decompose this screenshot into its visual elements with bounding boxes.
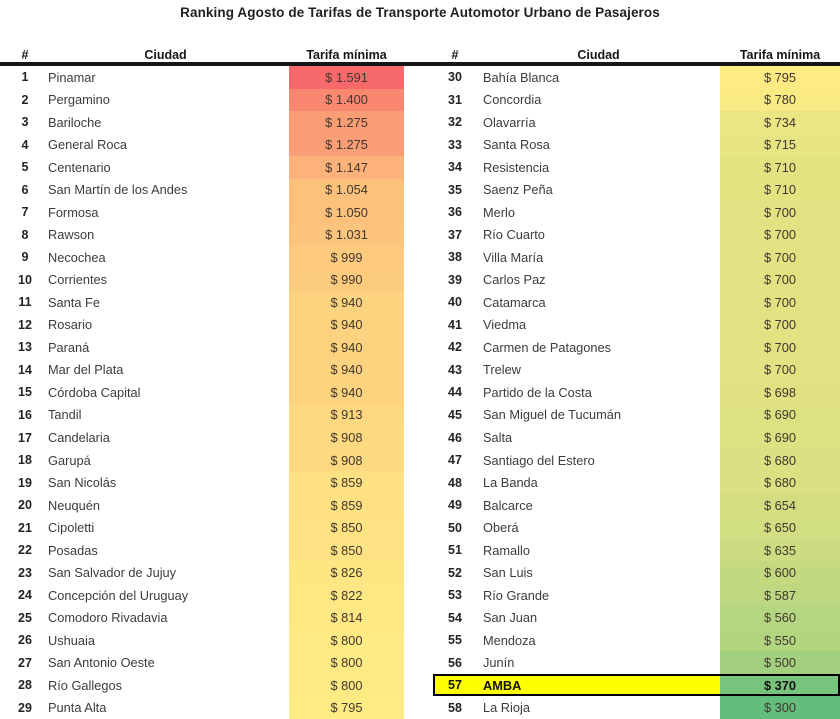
tariff-cell: $ 700 <box>720 359 840 382</box>
city-cell: La Rioja <box>483 700 530 716</box>
city-cell: Necochea <box>48 249 106 265</box>
rank-cell: 6 <box>21 182 29 197</box>
column-header-tariff: Tarifa mínima <box>306 48 387 62</box>
city-cell: Rawson <box>48 227 95 243</box>
table-row <box>433 314 840 337</box>
table-row <box>433 359 840 382</box>
table-row <box>433 156 840 179</box>
table-row <box>433 449 840 472</box>
table-row <box>433 224 840 247</box>
city-cell: Neuquén <box>48 497 100 513</box>
tariff-cell: $ 700 <box>720 314 840 337</box>
city-cell: Junín <box>483 655 515 671</box>
rank-cell: 31 <box>448 92 462 107</box>
table-row <box>433 494 840 517</box>
tariff-cell: $ 1.050 <box>289 201 404 224</box>
table-header-row <box>433 44 840 66</box>
table-row <box>8 404 404 427</box>
tariff-cell: $ 698 <box>720 381 840 404</box>
rank-cell: 50 <box>448 520 462 535</box>
table-row <box>433 561 840 584</box>
city-cell: Ushuaia <box>48 632 95 648</box>
table-row <box>433 291 840 314</box>
tariff-cell: $ 1.275 <box>289 111 404 134</box>
rank-cell: 53 <box>448 588 462 603</box>
rank-cell: 10 <box>18 272 32 287</box>
table-row <box>8 359 404 382</box>
rank-cell: 48 <box>448 475 462 490</box>
table-row <box>8 336 404 359</box>
rank-cell: 11 <box>18 295 32 310</box>
rank-cell: 30 <box>448 70 462 85</box>
city-cell: Saenz Peña <box>483 182 553 198</box>
tariff-cell: $ 700 <box>720 336 840 359</box>
city-cell: Centenario <box>48 159 111 175</box>
rank-cell: 12 <box>18 317 32 332</box>
table-body-right <box>433 66 840 719</box>
rank-cell: 52 <box>448 565 462 580</box>
city-cell: Villa María <box>483 249 544 265</box>
rank-cell: 28 <box>18 678 32 693</box>
tariff-cell: $ 800 <box>289 629 404 652</box>
city-cell: Comodoro Rivadavia <box>48 610 168 626</box>
city-cell: Carlos Paz <box>483 272 546 288</box>
table-row <box>8 134 404 157</box>
ranking-table-right <box>433 44 840 719</box>
rank-cell: 2 <box>21 92 29 107</box>
city-cell: San Miguel de Tucumán <box>483 407 622 423</box>
rank-cell: 35 <box>448 182 462 197</box>
rank-cell: 17 <box>18 430 32 445</box>
tariff-cell: $ 822 <box>289 584 404 607</box>
city-cell: Oberá <box>483 520 519 536</box>
tariff-cell: $ 500 <box>720 651 840 674</box>
rank-cell: 34 <box>448 160 462 175</box>
table-row <box>433 89 840 112</box>
table-row <box>8 584 404 607</box>
rank-cell: 7 <box>21 205 29 220</box>
tariff-cell: $ 800 <box>289 674 404 697</box>
tariff-cell: $ 710 <box>720 156 840 179</box>
table-row <box>8 291 404 314</box>
table-row <box>433 201 840 224</box>
tariff-cell: $ 700 <box>720 201 840 224</box>
rank-cell: 36 <box>448 205 462 220</box>
city-cell: San Martín de los Andes <box>48 182 188 198</box>
table-row <box>433 606 840 629</box>
rank-cell: 58 <box>448 700 462 715</box>
tariff-cell: $ 859 <box>289 471 404 494</box>
tariff-cell: $ 814 <box>289 606 404 629</box>
rank-cell: 5 <box>21 160 29 175</box>
city-cell: Cipoletti <box>48 520 95 536</box>
rank-cell: 32 <box>448 115 462 130</box>
rank-cell: 4 <box>21 137 29 152</box>
city-cell: Trelew <box>483 362 521 378</box>
rank-cell: 45 <box>448 407 462 422</box>
tariff-cell: $ 654 <box>720 494 840 517</box>
tariff-cell: $ 710 <box>720 179 840 202</box>
tariff-cell: $ 780 <box>720 89 840 112</box>
city-cell: Mar del Plata <box>48 362 124 378</box>
table-row <box>8 89 404 112</box>
city-cell: Ramallo <box>483 542 530 558</box>
city-cell: Pergamino <box>48 92 110 108</box>
tariff-cell: $ 700 <box>720 224 840 247</box>
table-row <box>8 696 404 719</box>
column-header-tariff: Tarifa mínima <box>739 48 821 62</box>
city-cell: San Luis <box>483 565 533 581</box>
rank-cell: 46 <box>448 430 462 445</box>
rank-cell: 56 <box>448 655 462 670</box>
page-title: Ranking Agosto de Tarifas de Transporte Automotor Urbano de Pasajeros <box>180 5 660 20</box>
table-row <box>8 111 404 134</box>
tariff-cell: $ 940 <box>289 336 404 359</box>
rank-cell: 33 <box>448 137 462 152</box>
table-header-row <box>8 44 404 66</box>
tariff-cell: $ 990 <box>289 269 404 292</box>
city-cell: Carmen de Patagones <box>483 339 612 355</box>
tariff-cell: $ 650 <box>720 516 840 539</box>
table-row <box>8 516 404 539</box>
rank-cell: 41 <box>448 317 462 332</box>
city-cell: AMBA <box>477 674 720 697</box>
column-header-rank: # <box>21 48 29 62</box>
table-row <box>433 516 840 539</box>
table-row <box>433 426 840 449</box>
table-row <box>8 179 404 202</box>
rank-cell: 16 <box>18 407 32 422</box>
tariff-cell: $ 800 <box>289 651 404 674</box>
city-cell: Corrientes <box>48 272 108 288</box>
city-cell: Viedma <box>483 317 527 333</box>
table-row <box>8 201 404 224</box>
city-cell: Olavarría <box>483 114 536 130</box>
rank-cell: 13 <box>18 340 32 355</box>
table-row <box>8 494 404 517</box>
city-cell: Candelaria <box>48 430 110 445</box>
table-row <box>433 651 840 674</box>
rank-cell: 44 <box>448 385 462 400</box>
tariff-cell: $ 940 <box>289 291 404 314</box>
rank-cell: 3 <box>21 115 29 130</box>
rank-cell: 21 <box>18 520 32 535</box>
table-row <box>8 674 404 697</box>
city-cell: Formosa <box>48 204 99 220</box>
table-row <box>8 471 404 494</box>
tariff-cell: $ 680 <box>720 449 840 472</box>
rank-cell: 49 <box>448 498 462 513</box>
table-body-left <box>8 66 404 719</box>
city-cell: Resistencia <box>483 159 550 175</box>
city-cell: Posadas <box>48 542 98 558</box>
table-row <box>8 381 404 404</box>
city-cell: Río Cuarto <box>483 227 545 243</box>
tariff-cell: $ 908 <box>289 426 404 449</box>
rank-cell: 24 <box>18 588 32 603</box>
rank-cell: 1 <box>21 70 29 85</box>
table-row <box>8 224 404 247</box>
city-cell: Concepción del Uruguay <box>48 587 189 603</box>
table-row <box>433 336 840 359</box>
rank-cell: 51 <box>448 543 462 558</box>
table-row <box>8 561 404 584</box>
city-cell: Catamarca <box>483 294 546 310</box>
table-row <box>8 629 404 652</box>
rank-cell: 25 <box>18 610 32 625</box>
rank-cell: 19 <box>18 475 32 490</box>
tariff-cell: $ 1.591 <box>289 66 404 89</box>
table-row <box>433 471 840 494</box>
table-row <box>433 404 840 427</box>
rank-cell: 47 <box>448 453 462 468</box>
rank-cell: 26 <box>18 633 32 648</box>
table-row <box>8 651 404 674</box>
city-cell: General Roca <box>48 137 127 153</box>
city-cell: Santa Rosa <box>483 137 550 153</box>
table-row <box>433 584 840 607</box>
city-cell: San Nicolás <box>48 475 117 491</box>
tariff-cell: $ 940 <box>289 314 404 337</box>
city-cell: Bahía Blanca <box>483 69 560 85</box>
column-header-city: Ciudad <box>577 48 620 62</box>
table-row <box>8 269 404 292</box>
table-row <box>8 314 404 337</box>
column-header-rank: # <box>451 48 459 62</box>
city-cell: Concordia <box>483 92 542 108</box>
rank-cell: 57 <box>433 674 477 697</box>
rank-cell: 29 <box>18 700 32 715</box>
tariff-cell: $ 600 <box>720 561 840 584</box>
tariff-cell: $ 1.054 <box>289 179 404 202</box>
table-row <box>433 134 840 157</box>
rank-cell: 22 <box>18 543 32 558</box>
city-cell: Santa Fe <box>48 294 100 310</box>
rank-cell: 18 <box>18 453 32 468</box>
tariff-cell: $ 690 <box>720 426 840 449</box>
tariff-cell: $ 550 <box>720 629 840 652</box>
table-row <box>433 539 840 562</box>
rank-cell: 54 <box>448 610 462 625</box>
table-row <box>8 156 404 179</box>
rank-cell: 15 <box>18 385 32 400</box>
tariff-cell: $ 715 <box>720 134 840 157</box>
tariff-cell: $ 300 <box>720 696 840 719</box>
city-cell: San Salvador de Jujuy <box>48 565 177 581</box>
tariff-cell: $ 587 <box>720 584 840 607</box>
tariff-cell: $ 913 <box>289 404 404 427</box>
tariff-cell: $ 795 <box>720 66 840 89</box>
tariff-cell: $ 700 <box>720 246 840 269</box>
table-row <box>433 66 840 89</box>
rank-cell: 14 <box>18 362 32 377</box>
rank-cell: 20 <box>18 498 32 513</box>
rank-cell: 8 <box>21 227 29 242</box>
rank-cell: 55 <box>448 633 462 648</box>
tariff-cell: $ 1.031 <box>289 224 404 247</box>
tariff-cell: $ 999 <box>289 246 404 269</box>
table-row <box>433 269 840 292</box>
tariff-cell: $ 940 <box>289 359 404 382</box>
city-cell: Salta <box>483 430 513 445</box>
tariff-cell: $ 940 <box>289 381 404 404</box>
rank-cell: 43 <box>448 362 462 377</box>
table-row <box>433 111 840 134</box>
city-cell: San Antonio Oeste <box>48 655 155 671</box>
tariff-cell: $ 908 <box>289 449 404 472</box>
rank-cell: 38 <box>448 250 462 265</box>
tariff-cell: $ 734 <box>720 111 840 134</box>
table-row <box>433 696 840 719</box>
tariff-cell: $ 1.275 <box>289 134 404 157</box>
rank-cell: 40 <box>448 295 462 310</box>
table-row <box>8 449 404 472</box>
city-cell: Bariloche <box>48 114 102 130</box>
city-cell: La Banda <box>483 475 538 491</box>
rank-cell: 9 <box>21 250 29 265</box>
city-cell: Partido de la Costa <box>483 384 592 400</box>
city-cell: Pinamar <box>48 69 96 85</box>
city-cell: Tandil <box>48 407 82 423</box>
tariff-cell: $ 680 <box>720 471 840 494</box>
tariff-cell: $ 850 <box>289 516 404 539</box>
city-cell: Balcarce <box>483 497 533 513</box>
city-cell: Rosario <box>48 317 93 333</box>
tariff-cell: $ 635 <box>720 539 840 562</box>
table-row <box>8 606 404 629</box>
column-header-city: Ciudad <box>144 48 187 62</box>
city-cell: Paraná <box>48 339 90 355</box>
table-row <box>8 539 404 562</box>
city-cell: Merlo <box>483 204 515 220</box>
city-cell: Río Gallegos <box>48 677 122 693</box>
city-cell: Mendoza <box>483 632 536 648</box>
rank-cell: 27 <box>18 655 32 670</box>
rank-cell: 42 <box>448 340 462 355</box>
table-row <box>433 246 840 269</box>
tariff-cell: $ 859 <box>289 494 404 517</box>
tariff-cell: $ 1.147 <box>289 156 404 179</box>
tariff-cell: $ 560 <box>720 606 840 629</box>
tariff-cell: $ 370 <box>720 674 840 697</box>
tariff-cell: $ 795 <box>289 696 404 719</box>
rank-cell: 23 <box>18 565 32 580</box>
tariff-cell: $ 850 <box>289 539 404 562</box>
tariff-cell: $ 826 <box>289 561 404 584</box>
tariff-cell: $ 700 <box>720 291 840 314</box>
table-row <box>433 381 840 404</box>
ranking-table-left <box>8 44 404 719</box>
table-row <box>8 426 404 449</box>
rank-cell: 37 <box>448 227 462 242</box>
city-cell: San Juan <box>483 610 538 626</box>
city-cell: Río Grande <box>483 587 550 603</box>
table-row <box>433 179 840 202</box>
tariff-cell: $ 690 <box>720 404 840 427</box>
table-row <box>433 629 840 652</box>
tariff-cell: $ 700 <box>720 269 840 292</box>
city-cell: Punta Alta <box>48 700 107 716</box>
rank-cell: 39 <box>448 272 462 287</box>
city-cell: Santiago del Estero <box>483 452 595 468</box>
table-row-highlighted <box>433 674 840 697</box>
table-row <box>8 66 404 89</box>
city-cell: Garupá <box>48 452 91 468</box>
table-row <box>8 246 404 269</box>
city-cell: Córdoba Capital <box>48 384 141 400</box>
tariff-cell: $ 1.400 <box>289 89 404 112</box>
